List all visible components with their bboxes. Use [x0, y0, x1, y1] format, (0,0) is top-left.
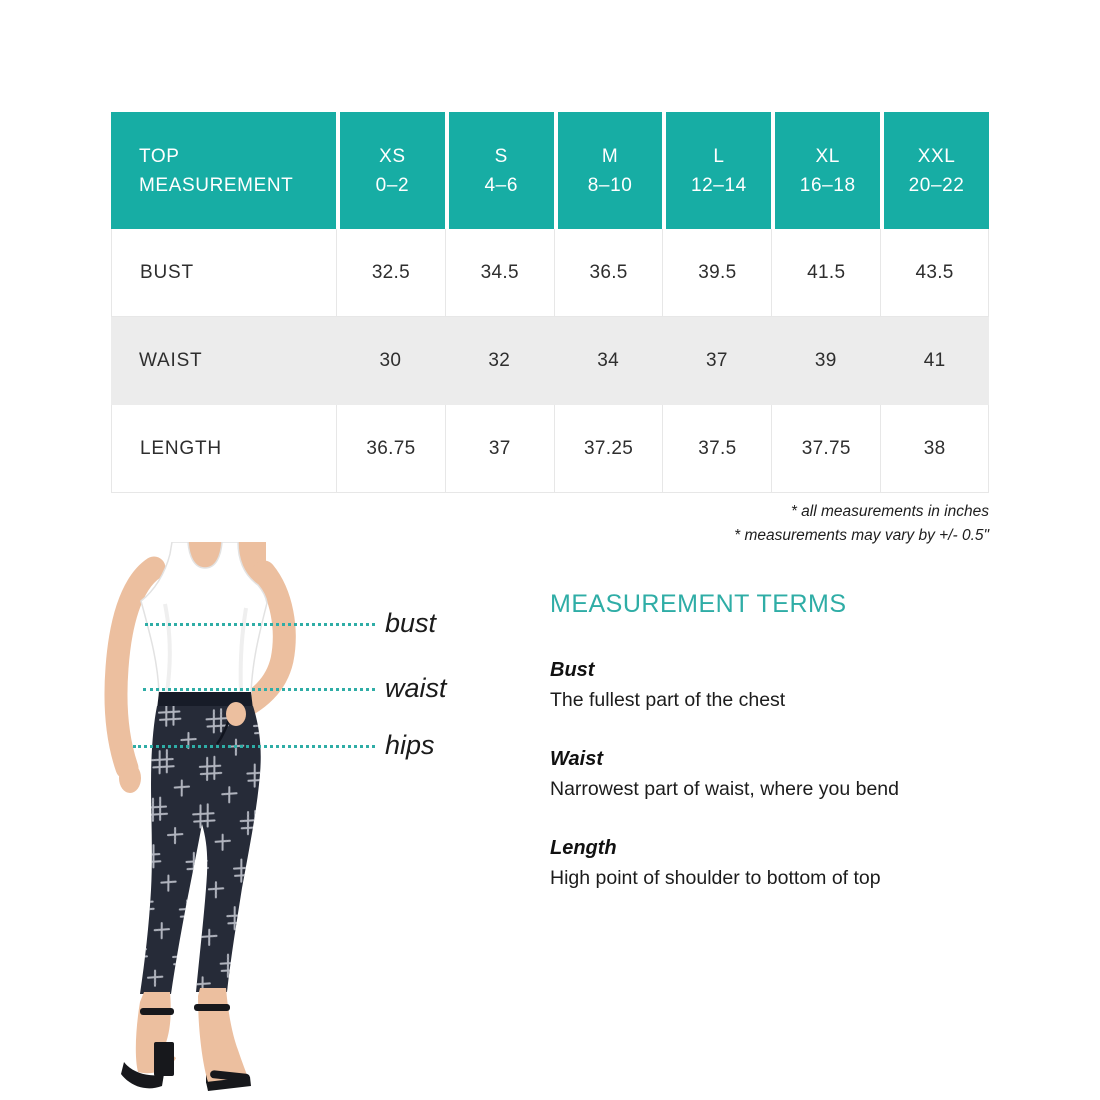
- col-header-xxl: [880, 112, 989, 229]
- term-name-length: Length: [550, 837, 617, 859]
- size-chart: [111, 112, 989, 493]
- term-name-bust: Bust: [550, 659, 595, 681]
- footnotes: [734, 500, 989, 548]
- cell-length-xs: 36.75: [336, 405, 445, 493]
- cell-length-s: 37: [445, 405, 554, 493]
- term-def-waist: Narrowest part of waist, where you bend: [550, 778, 900, 800]
- term-bust: [550, 655, 1020, 715]
- row-label-waist: WAIST: [111, 317, 336, 405]
- bust-line-label: bust: [385, 608, 437, 638]
- term-waist: [550, 744, 1020, 804]
- table-row-waist: [111, 317, 989, 405]
- corner-line2: MEASUREMENT: [139, 174, 294, 196]
- waist-line-label: waist: [385, 673, 447, 703]
- cell-waist-s: 32: [445, 317, 554, 405]
- cell-bust-m: 36.5: [554, 229, 663, 317]
- cell-bust-s: 34.5: [445, 229, 554, 317]
- corner-line1: TOP: [139, 145, 180, 167]
- col-header-s: [445, 112, 554, 229]
- cell-waist-m: 34: [554, 317, 663, 405]
- terms-heading: MEASUREMENT TERMS: [550, 590, 847, 618]
- cell-waist-xl: 39: [771, 317, 880, 405]
- col-header-l: [662, 112, 771, 229]
- table-row-length: [111, 405, 989, 493]
- size-label: S: [494, 145, 508, 167]
- right-hand: [226, 702, 246, 726]
- left-sandal: [121, 992, 176, 1088]
- bust-measure-line: [145, 623, 375, 626]
- footnote-inches: * all measurements in inches: [790, 503, 989, 520]
- cell-length-m: 37.25: [554, 405, 663, 493]
- size-range: 0–2: [375, 174, 410, 196]
- cell-length-l: 37.5: [662, 405, 771, 493]
- cell-waist-l: 37: [662, 317, 771, 405]
- table-row-bust: [111, 229, 989, 317]
- cell-waist-xs: 30: [336, 317, 445, 405]
- size-chart-table: [111, 112, 989, 493]
- pants: [140, 692, 261, 994]
- cell-bust-l: 39.5: [662, 229, 771, 317]
- term-length: [550, 833, 1020, 893]
- term-name-waist: Waist: [550, 748, 603, 770]
- hips-measure-line: [133, 745, 375, 748]
- header-row: [111, 112, 989, 229]
- row-label-bust: BUST: [111, 229, 336, 317]
- cell-bust-xs: 32.5: [336, 229, 445, 317]
- right-sandal: [194, 988, 251, 1091]
- size-label: XXL: [917, 145, 956, 167]
- size-range: 12–14: [690, 174, 747, 196]
- size-label: XL: [815, 145, 840, 167]
- col-header-xs: [336, 112, 445, 229]
- size-range: 20–22: [908, 174, 965, 196]
- size-label: L: [713, 145, 725, 167]
- cell-length-xxl: 38: [880, 405, 989, 493]
- footnote-variance: * measurements may vary by +/- 0.5": [734, 527, 989, 544]
- cell-bust-xl: 41.5: [771, 229, 880, 317]
- waist-measure-line: [143, 688, 375, 691]
- col-header-xl: [771, 112, 880, 229]
- cell-length-xl: 37.75: [771, 405, 880, 493]
- corner-header: [111, 112, 336, 229]
- row-label-length: LENGTH: [111, 405, 336, 493]
- size-label: XS: [379, 145, 406, 167]
- term-def-bust: The fullest part of the chest: [550, 689, 786, 711]
- size-range: 8–10: [587, 174, 633, 196]
- left-hand: [119, 763, 141, 793]
- size-range: 16–18: [799, 174, 856, 196]
- measurement-terms-section: [550, 590, 1020, 922]
- cell-bust-xxl: 43.5: [880, 229, 989, 317]
- col-header-m: [554, 112, 663, 229]
- size-range: 4–6: [484, 174, 518, 196]
- hips-line-label: hips: [385, 730, 435, 760]
- cell-waist-xxl: 41: [880, 317, 989, 405]
- term-def-length: High point of shoulder to bottom of top: [550, 867, 881, 889]
- size-label: M: [601, 145, 619, 167]
